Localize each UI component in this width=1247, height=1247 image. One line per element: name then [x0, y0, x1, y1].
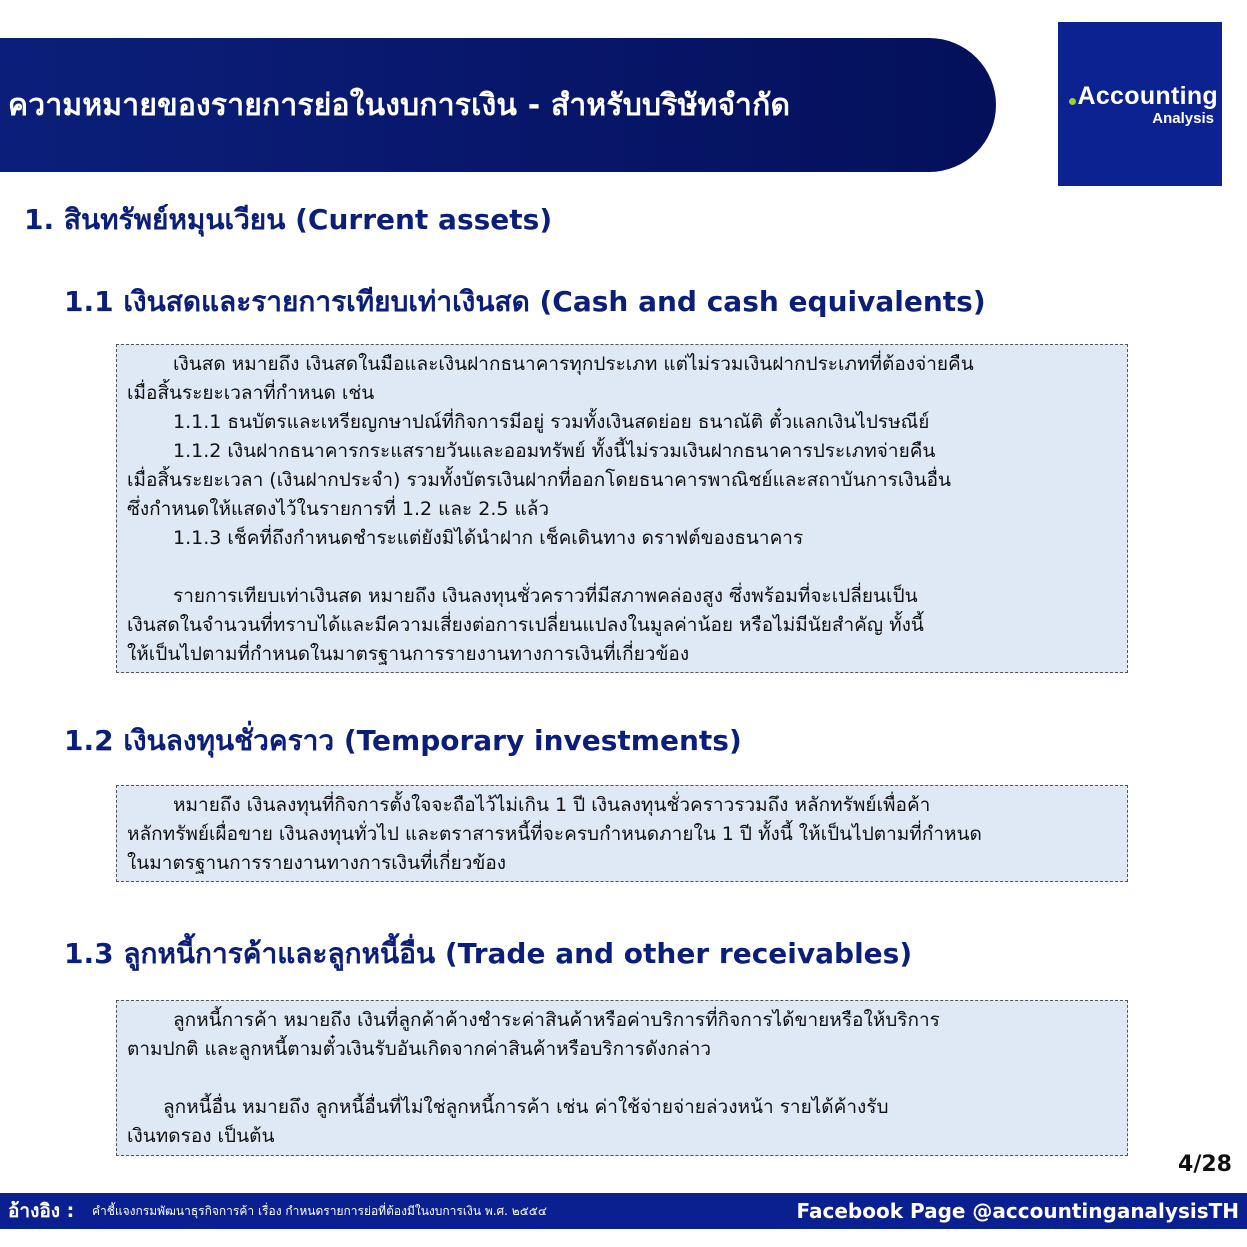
text-line: 1.1.2 เงินฝากธนาคารกระแสรายวันและออมทรัพย์ ทั้งนี้ไม่รวมเงินฝากธนาคารประเภทจ่ายคืน: [173, 440, 936, 462]
text-line: ให้เป็นไปตามที่กำหนดในมาตรฐานการรายงานทางการเงินที่เกี่ยวข้อง: [127, 643, 690, 665]
text-line: 1.1.1 ธนบัตรและเหรียญกษาปณ์ที่กิจการมีอยู่ รวมทั้งเงินสดย่อย ธนาณัติ ตั๋วแลกเงินไปรษณีย์: [173, 411, 930, 433]
text-line: หมายถึง เงินลงทุนที่กิจการตั้งใจจะถือไว้ไม่เกิน 1 ปี เงินลงทุนชั่วคราวรวมถึง หลักทรัพย์เพื่อค้า: [173, 794, 931, 816]
text-line: ลูกหนี้อื่น หมายถึง ลูกหนี้อื่นที่ไม่ใช่ลูกหนี้การค้า เช่น ค่าใช้จ่ายจ่ายล่วงหน้า รายได้ค้างรับ: [163, 1096, 889, 1118]
reference-text: คำชี้แจงกรมพัฒนาธุรกิจการค้า เรื่อง กำหนดรายการย่อที่ต้องมีในงบการเงิน พ.ศ. ๒๕๕๔: [92, 1203, 547, 1218]
subheading-receivables: 1.3 ลูกหนี้การค้าและลูกหนี้อื่น (Trade and other receivables): [64, 937, 913, 970]
logo-line-2: Analysis: [1152, 110, 1214, 127]
text-line: รายการเทียบเท่าเงินสด หมายถึง เงินลงทุนชั่วคราวที่มีสภาพคล่องสูง ซึ่งพร้อมที่จะเปลี่ยนเป็น: [173, 585, 918, 607]
subheading-temporary-investments: 1.2 เงินลงทุนชั่วคราว (Temporary investments): [64, 724, 742, 757]
spacer: [127, 553, 1117, 582]
logo-line-1: Accounting: [1077, 82, 1218, 110]
text-line: เมื่อสิ้นระยะเวลาที่กำหนด เช่น: [127, 382, 375, 404]
page-title: ความหมายของรายการย่อในงบการเงิน - สำหรับบริษัทจำกัด: [8, 87, 791, 123]
text-line: เงินทดรอง เป็นต้น: [127, 1125, 275, 1147]
text-line: เมื่อสิ้นระยะเวลา (เงินฝากประจำ) รวมทั้งบัตรเงินฝากที่ออกโดยธนาคารพาณิชย์และสถาบันการเงินอื่น: [127, 469, 952, 491]
temporary-investments-box: [116, 785, 1128, 882]
text-line: 1.1.3 เช็คที่ถึงกำหนดชำระแต่ยังมิได้นำฝาก เช็คเดินทาง ดราฟต์ของธนาคาร: [173, 527, 804, 549]
text-line: หลักทรัพย์เผื่อขาย เงินลงทุนทั่วไป และตราสารหนี้ที่จะครบกำหนดภายใน 1 ปี ทั้งนี้ ให้เป็นไปตามที่กำหนด: [127, 823, 982, 845]
text-line: ซึ่งกำหนดให้แสดงไว้ในรายการที่ 1.2 และ 2.5 แล้ว: [127, 498, 550, 520]
text-line: ตามปกติ และลูกหนี้ตามตั๋วเงินรับอันเกิดจากค่าสินค้าหรือบริการดังกล่าว: [127, 1038, 712, 1060]
facebook-page-link[interactable]: Facebook Page @accountinganalysisTH: [796, 1199, 1239, 1223]
spacer: [127, 1064, 1117, 1093]
receivables-box: [116, 1000, 1128, 1156]
text-line: เงินสด หมายถึง เงินสดในมือและเงินฝากธนาคารทุกประเภท แต่ไม่รวมเงินฝากประเภทที่ต้องจ่ายคืน: [173, 353, 974, 375]
section-heading-current-assets: 1. สินทรัพย์หมุนเวียน (Current assets): [24, 203, 553, 236]
text-line: ลูกหนี้การค้า หมายถึง เงินที่ลูกค้าค้างชำระค่าสินค้าหรือค่าบริการที่กิจการได้ขายหรือให้บริการ: [173, 1009, 940, 1031]
subheading-cash: 1.1 เงินสดและรายการเทียบเท่าเงินสด (Cash and cash equivalents): [64, 285, 986, 318]
accounting-analysis-logo: [1058, 22, 1222, 186]
cash-definition-box: [116, 344, 1128, 673]
text-line: ในมาตรฐานการรายงานทางการเงินที่เกี่ยวข้อง: [127, 852, 507, 874]
page-number: 4/28: [1178, 1152, 1232, 1177]
text-line: เงินสดในจำนวนที่ทราบได้และมีความเสี่ยงต่อการเปลี่ยนแปลงในมูลค่าน้อย หรือไม่มีนัยสำคัญ ทั้งนี้: [127, 614, 924, 636]
reference-label: อ้างอิง :: [8, 1200, 75, 1222]
